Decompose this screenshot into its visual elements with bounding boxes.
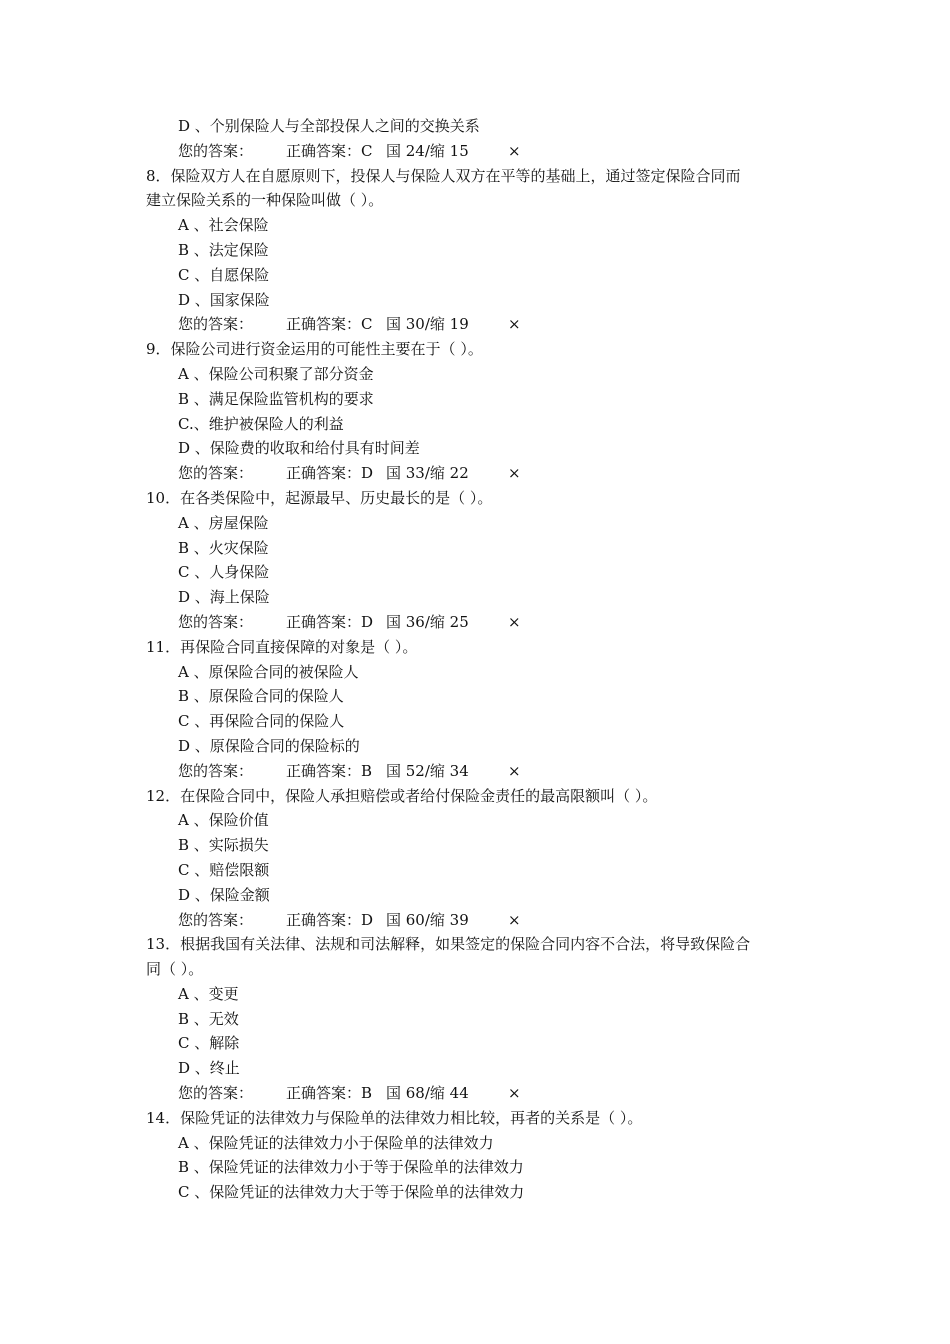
wrong-mark: × (508, 141, 521, 160)
answer-option: B 、保险凭证的法律效力小于等于保险单的法律效力 (178, 1158, 524, 1177)
question-text-continued: 建立保险关系的一种保险叫做（ ）。 (146, 191, 384, 210)
answer-statistics: 国 36/缩 25 (386, 612, 469, 631)
answer-option: A 、保险公司积聚了部分资金 (178, 364, 374, 383)
answer-option: D 、保险金额 (178, 885, 270, 904)
answer-option: A 、变更 (178, 984, 239, 1003)
answer-option: A 、社会保险 (178, 216, 269, 235)
your-answer-label: 您的答案： (178, 1084, 254, 1103)
answer-row (146, 908, 826, 933)
answer-option: D 、国家保险 (178, 290, 270, 309)
question-text: 14．保险凭证的法律效力与保险单的法律效力相比较，再者的关系是（ ）。 (146, 1108, 643, 1127)
answer-row (146, 1081, 826, 1106)
answer-statistics: 国 33/缩 22 (386, 464, 469, 483)
answer-option: B 、法定保险 (178, 240, 269, 259)
your-answer-label: 您的答案： (178, 141, 254, 160)
answer-row (146, 139, 826, 164)
answer-option: D 、保险费的收取和给付具有时间差 (178, 439, 420, 458)
correct-answer-label: 正确答案：D (286, 612, 374, 631)
answer-option: C 、保险凭证的法律效力大于等于保险单的法律效力 (178, 1183, 525, 1202)
correct-answer-label: 正确答案：D (286, 910, 374, 929)
answer-option: C 、人身保险 (178, 563, 270, 582)
answer-option: D 、海上保险 (178, 588, 270, 607)
answer-option: A 、原保险合同的被保险人 (178, 662, 359, 681)
question-text: 12．在保险合同中，保险人承担赔偿或者给付保险金责任的最高限额叫（ ）。 (146, 786, 658, 805)
your-answer-label: 您的答案： (178, 910, 254, 929)
answer-option: C 、解除 (178, 1034, 240, 1053)
answer-option: A 、房屋保险 (178, 513, 269, 532)
answer-row (146, 610, 826, 635)
correct-answer-label: 正确答案：C (286, 315, 373, 334)
answer-option: A 、保险价值 (178, 811, 269, 830)
answer-option: B 、满足保险监管机构的要求 (178, 389, 374, 408)
answer-row (146, 312, 826, 337)
answer-option: D 、个别保险人与全部投保人之间的交换关系 (178, 117, 480, 135)
your-answer-label: 您的答案： (178, 761, 254, 780)
wrong-mark: × (508, 910, 521, 929)
question-text: 8．保险双方人在自愿原则下，投保人与保险人双方在平等的基础上，通过签定保险合同而 (146, 166, 741, 185)
question-text-continued: 同（ ）。 (146, 960, 204, 979)
your-answer-label: 您的答案： (178, 612, 254, 631)
answer-statistics: 国 68/缩 44 (386, 1084, 469, 1103)
answer-option: B 、实际损失 (178, 836, 269, 855)
answer-statistics: 国 24/缩 15 (386, 141, 469, 160)
wrong-mark: × (508, 761, 521, 780)
your-answer-label: 您的答案： (178, 315, 254, 334)
correct-answer-label: 正确答案：D (286, 464, 374, 483)
answer-row (146, 759, 826, 784)
question-text: 10．在各类保险中，起源最早、历史最长的是（ ）。 (146, 488, 493, 507)
answer-option: A 、保险凭证的法律效力小于保险单的法律效力 (178, 1133, 494, 1152)
answer-option: B 、火灾保险 (178, 538, 269, 557)
wrong-mark: × (508, 464, 521, 483)
answer-statistics: 国 52/缩 34 (386, 761, 469, 780)
wrong-mark: × (508, 1084, 521, 1103)
answer-option: C 、自愿保险 (178, 265, 270, 284)
question-text: 13．根据我国有关法律、法规和司法解释，如果签定的保险合同内容不合法，将导致保险合 (146, 935, 751, 954)
your-answer-label: 您的答案： (178, 464, 254, 483)
answer-option: C 、赔偿限额 (178, 860, 270, 879)
question-text: 11．再保险合同直接保障的对象是（ ）。 (146, 637, 418, 656)
question-text: 9．保险公司进行资金运用的可能性主要在于（ ）。 (146, 340, 483, 359)
answer-option: B 、原保险合同的保险人 (178, 687, 344, 706)
answer-option: D 、原保险合同的保险标的 (178, 736, 360, 755)
wrong-mark: × (508, 315, 521, 334)
exam-document (146, 114, 826, 1205)
correct-answer-label: 正确答案：B (286, 1084, 373, 1103)
answer-option: D 、终止 (178, 1059, 240, 1078)
answer-statistics: 国 30/缩 19 (386, 315, 469, 334)
answer-statistics: 国 60/缩 39 (386, 910, 469, 929)
wrong-mark: × (508, 612, 521, 631)
correct-answer-label: 正确答案：C (286, 141, 373, 160)
answer-option: B 、无效 (178, 1009, 239, 1028)
answer-option: C.、维护被保险人的利益 (178, 414, 344, 433)
answer-row (146, 461, 826, 486)
answer-option: C 、再保险合同的保险人 (178, 712, 345, 731)
correct-answer-label: 正确答案：B (286, 761, 373, 780)
